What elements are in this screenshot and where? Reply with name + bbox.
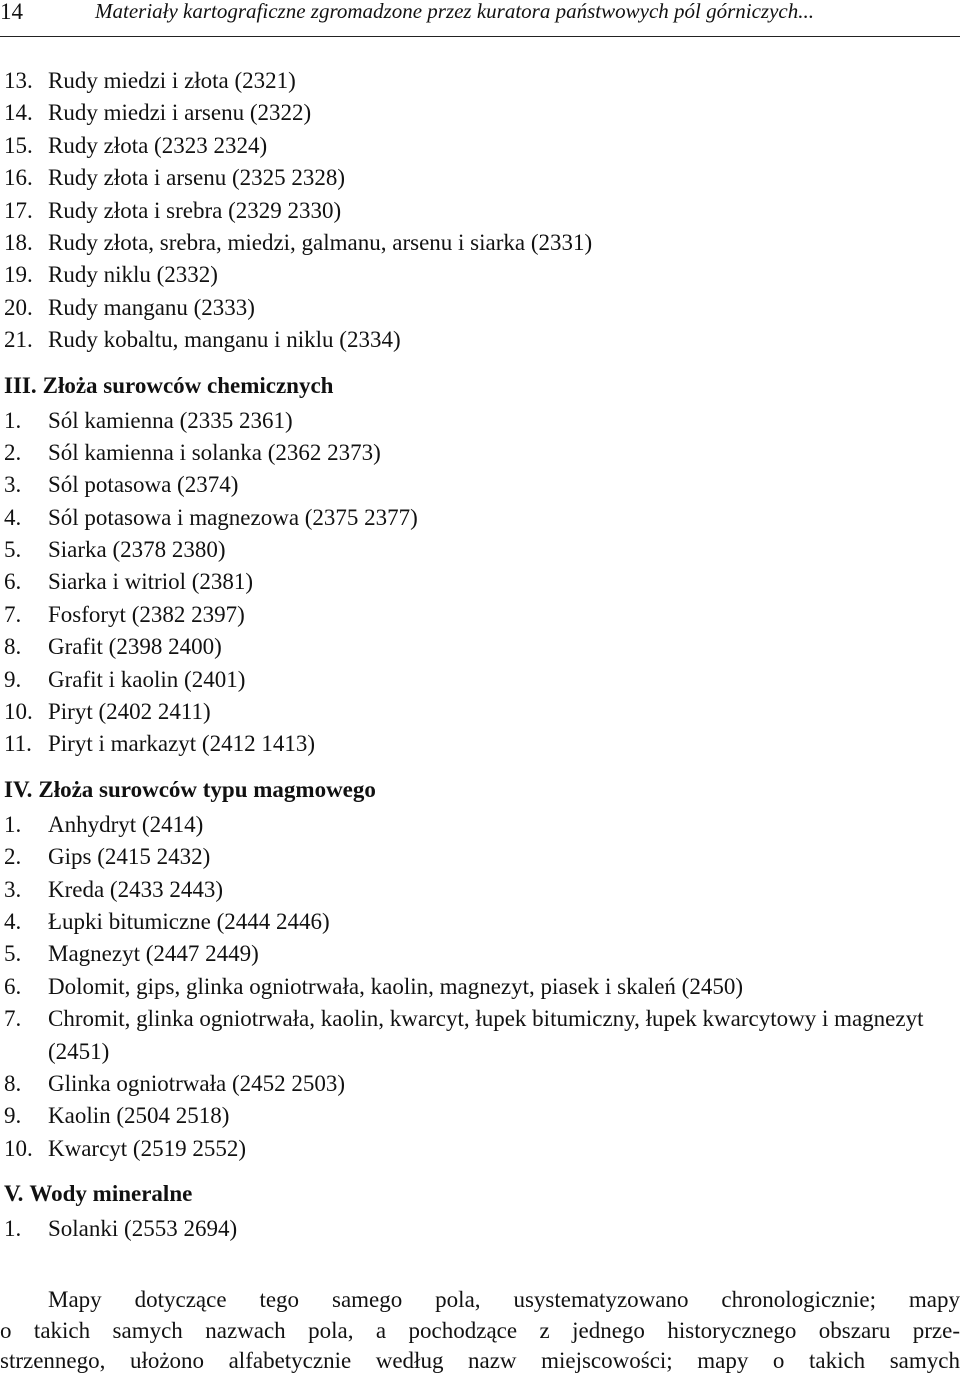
section-heading-label: Złoża surowców chemicznych <box>42 372 334 398</box>
list-item-text: Kreda (2433 2443) <box>48 876 224 902</box>
list-item-number: 1. <box>4 811 22 837</box>
section-heading-label: Wody mineralne <box>29 1181 193 1207</box>
list-item-number: 9. <box>4 666 22 692</box>
body-paragraph <box>0 1285 960 1377</box>
list-item <box>0 566 960 598</box>
section-heading <box>0 774 960 806</box>
list-item-number: 9. <box>4 1103 22 1129</box>
list-item-number: 2. <box>4 439 22 465</box>
list-item-text: Chromit, glinka ogniotrwała, kaolin, kwarcyt, łupek bitumiczny, łupek kwarcytowy i magnezyt (2451) <box>48 1006 924 1064</box>
list-item <box>0 631 960 663</box>
list-item <box>0 906 960 938</box>
list-item <box>0 534 960 566</box>
running-title: Materiały kartograficzne zgromadzone przez kuratora państwowych pól górniczych... <box>95 0 814 23</box>
list-item-text: Rudy manganu (2333) <box>48 294 255 320</box>
list-item <box>0 97 960 129</box>
list-item-text: Glinka ogniotrwała (2452 2503) <box>48 1070 346 1096</box>
list-item-number: 15. <box>4 132 33 158</box>
document-body <box>0 65 960 1246</box>
list-item-number: 8. <box>4 634 22 660</box>
list-item-number: 8. <box>4 1070 22 1096</box>
list-item-text: Piryt (2402 2411) <box>48 699 211 725</box>
list-item-text: Sól potasowa (2374) <box>48 472 239 498</box>
list-item-text: Rudy niklu (2332) <box>48 262 218 288</box>
page-header <box>0 0 960 37</box>
list-item <box>0 664 960 696</box>
list-item-number: 16. <box>4 165 33 191</box>
list-item-number: 6. <box>4 973 22 999</box>
list-section <box>0 65 960 357</box>
list-item <box>0 841 960 873</box>
list-item-number: 7. <box>4 1006 22 1032</box>
section-heading-number: IV. <box>4 776 33 802</box>
list-item <box>0 809 960 841</box>
list-item <box>0 292 960 324</box>
list-item-text: Dolomit, gips, glinka ogniotrwała, kaolin, magnezyt, piasek i skaleń (2450) <box>48 973 743 999</box>
list-item <box>0 696 960 728</box>
list-item-number: 20. <box>4 294 33 320</box>
list-item-number: 6. <box>4 569 22 595</box>
list-item-number: 10. <box>4 1135 33 1161</box>
list-item-text: Rudy miedzi i złota (2321) <box>48 68 296 93</box>
section-heading <box>0 1178 960 1210</box>
list-item-text: Sól potasowa i magnezowa (2375 2377) <box>48 504 418 530</box>
list-item-text: Siarka i witriol (2381) <box>48 569 254 595</box>
list-item-number: 5. <box>4 537 22 563</box>
list-item <box>0 1003 960 1068</box>
list-item-number: 1. <box>4 1216 22 1242</box>
list-item-number: 14. <box>4 100 33 126</box>
list-item <box>0 1100 960 1132</box>
list-item-number: 3. <box>4 876 22 902</box>
list-item <box>0 259 960 291</box>
list-item-text: Rudy złota i srebra (2329 2330) <box>48 197 342 223</box>
list-section <box>0 774 960 1165</box>
list-item-number: 4. <box>4 908 22 934</box>
list-item-text: Solanki (2553 2694) <box>48 1216 238 1242</box>
list-item-number: 10. <box>4 699 33 725</box>
list-item-number: 2. <box>4 844 22 870</box>
list-item <box>0 162 960 194</box>
paragraph-line: o takich samych nazwach pola, a pochodzące z jednego historycznego obszaru prze- <box>0 1317 960 1343</box>
list-item-text: Rudy kobaltu, manganu i niklu (2334) <box>48 327 401 353</box>
list-item <box>0 1068 960 1100</box>
list-item <box>0 874 960 906</box>
list-item <box>0 324 960 356</box>
list-item-text: Fosforyt (2382 2397) <box>48 601 245 627</box>
list-item <box>0 227 960 259</box>
list-item-text: Kaolin (2504 2518) <box>48 1103 230 1129</box>
list-item-text: Kwarcyt (2519 2552) <box>48 1135 247 1161</box>
list-item-number: 19. <box>4 262 33 288</box>
list-item-text: Piryt i markazyt (2412 1413) <box>48 731 316 757</box>
list-item-text: Anhydryt (2414) <box>48 811 204 837</box>
list-item-number: 13. <box>4 68 33 93</box>
list-item-number: 11. <box>4 731 32 757</box>
list-item <box>0 65 960 97</box>
list-item <box>0 1213 960 1245</box>
paragraph-line: strzennego, ułożono alfabetycznie według nazw miejscowości; mapy o takich samych <box>0 1348 960 1373</box>
list-item <box>0 405 960 437</box>
list-item-text: Grafit (2398 2400) <box>48 634 222 660</box>
list-item <box>0 502 960 534</box>
list-item-text: Rudy złota, srebra, miedzi, galmanu, arsenu i siarka (2331) <box>48 229 593 255</box>
list-item-number: 4. <box>4 504 22 530</box>
list-item <box>0 130 960 162</box>
list-item <box>0 728 960 760</box>
list-item <box>0 437 960 469</box>
list-item <box>0 971 960 1003</box>
list-item-text: Rudy miedzi i arsenu (2322) <box>48 100 312 126</box>
list-item <box>0 1133 960 1165</box>
list-item-number: 1. <box>4 407 22 433</box>
section-heading-label: Złoża surowców typu magmowego <box>38 776 376 802</box>
list-item-number: 17. <box>4 197 33 223</box>
list-section <box>0 370 960 761</box>
section-heading-number: III. <box>4 372 37 398</box>
list-item <box>0 469 960 501</box>
list-item-text: Rudy złota i arsenu (2325 2328) <box>48 165 346 191</box>
list-item-number: 5. <box>4 941 22 967</box>
list-item-text: Siarka (2378 2380) <box>48 537 226 563</box>
list-item-number: 18. <box>4 229 33 255</box>
list-item-text: Rudy złota (2323 2324) <box>48 132 268 158</box>
list-item-number: 7. <box>4 601 22 627</box>
paragraph-line: Mapy dotyczące tego samego pola, usystematyzowano chronologicznie; mapy <box>48 1287 960 1312</box>
list-item-text: Sól kamienna (2335 2361) <box>48 407 293 433</box>
list-item-text: Sól kamienna i solanka (2362 2373) <box>48 439 381 465</box>
list-item <box>0 938 960 970</box>
list-section <box>0 1178 960 1245</box>
list-item-text: Łupki bitumiczne (2444 2446) <box>48 908 330 934</box>
list-item-text: Magnezyt (2447 2449) <box>48 941 259 967</box>
section-heading-number: V. <box>4 1181 24 1207</box>
page-number: 14 <box>0 0 23 24</box>
list-item <box>0 195 960 227</box>
list-item-text: Gips (2415 2432) <box>48 844 211 870</box>
section-heading <box>0 370 960 402</box>
list-item-number: 3. <box>4 472 22 498</box>
list-item-number: 21. <box>4 327 33 353</box>
list-item <box>0 599 960 631</box>
list-item-text: Grafit i kaolin (2401) <box>48 666 246 692</box>
